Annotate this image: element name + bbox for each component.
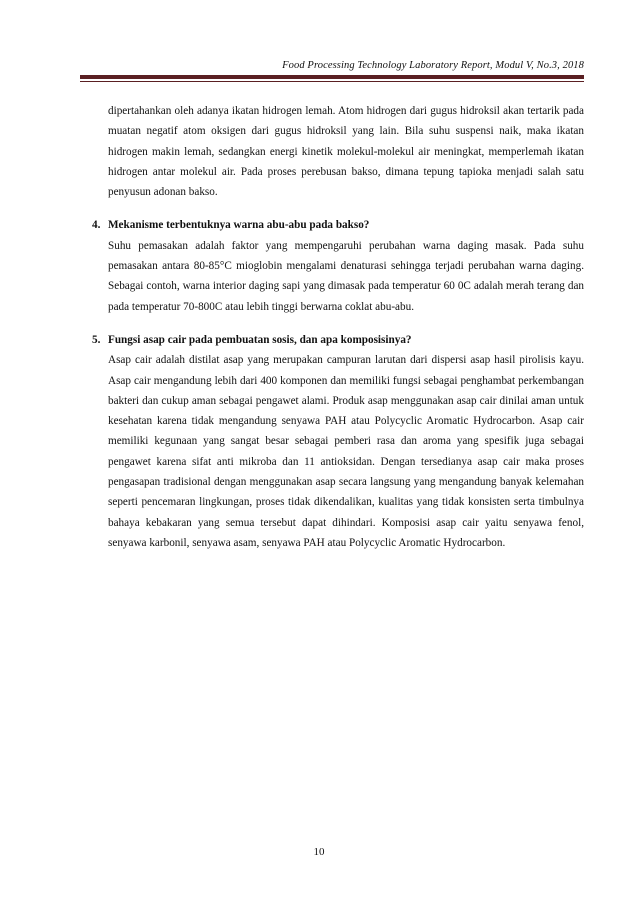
section-number: 5. xyxy=(92,333,101,346)
section-number: 4. xyxy=(92,219,101,232)
intro-paragraph: dipertahankan oleh adanya ikatan hidrogen lemah. Atom hidrogen dari gugus hidroksil akan tertarik pada muatan negatif atom oksigen dari gugus hidroksil yang lain. Bila suhu suspensi naik, maka ikatan hidrogen makin lemah, sedangkan energi kinetik molekul-molekul air meningkat, memperlemah ikatan hidrogen antar molekul air. Pada proses perebusan bakso, dimana tepung tapioka menjadi salah satu penyusun adonan bakso. xyxy=(108,105,584,199)
section-4 xyxy=(92,215,584,316)
section-answer: Asap cair adalah distilat asap yang merupakan campuran larutan dari dispersi asap hasil pirolisis kayu. Asap cair mengandung lebih dari 400 komponen dan memiliki fungsi sebagai penghambat perkembangan bakteri dan cukup aman sebagai pengawet alami. Produk asap menggunakan asap cair dinilai aman untuk kesehatan karena tidak mengandung senyawa PAH atau Polycyclic Aromatic Hydrocarbon. Asap cair memiliki kegunaan yang sangat besar sebagai pemberi rasa dan aroma yang spesifik juga sebagai pengawet karena sifat anti mikroba dan 11 antioksidan. Dengan tersedianya asap cair maka proses pengasapan tradisional dengan menggunakan asap secara langsung yang mengandung banyak kelemahan seperti pencemaran lingkungan, proses tidak dikendalikan, kualitas yang tidak konsisten serta timbulnya bahaya kebakaran yang semua tersebut dapat dihindari. Komposisi asap cair yaitu senyawa fenol, senyawa karbonil, senyawa asam, senyawa PAH atau Polycyclic Aromatic Hydrocarbon. xyxy=(108,354,584,549)
section-question: Fungsi asap cair pada pembuatan sosis, dan apa komposisinya? xyxy=(108,333,412,346)
section-heading xyxy=(92,330,584,350)
section-5 xyxy=(92,330,584,553)
section-question: Mekanisme terbentuknya warna abu-abu pada bakso? xyxy=(108,219,370,232)
page-number: 10 xyxy=(313,846,325,858)
page-body xyxy=(92,101,584,553)
header-rule-thick xyxy=(80,75,584,79)
section-answer: Suhu pemasakan adalah faktor yang mempengaruhi perubahan warna daging masak. Pada suhu pemasakan antara 80-85°C mioglobin mengalami denaturasi sehingga terjadi perubahan warna daging. Sebagai contoh, warna interior daging sapi yang dimasak pada temperatur 60 0C adalah merah terang dan pada temperatur 70-800C atau lebih tinggi berwarna coklat abu-abu. xyxy=(108,239,584,313)
section-heading xyxy=(92,215,584,235)
header-rule xyxy=(80,75,584,82)
header-rule-thin xyxy=(80,81,584,82)
running-header: Food Processing Technology Laboratory Report, Modul V, No.3, 2018 xyxy=(282,60,584,71)
